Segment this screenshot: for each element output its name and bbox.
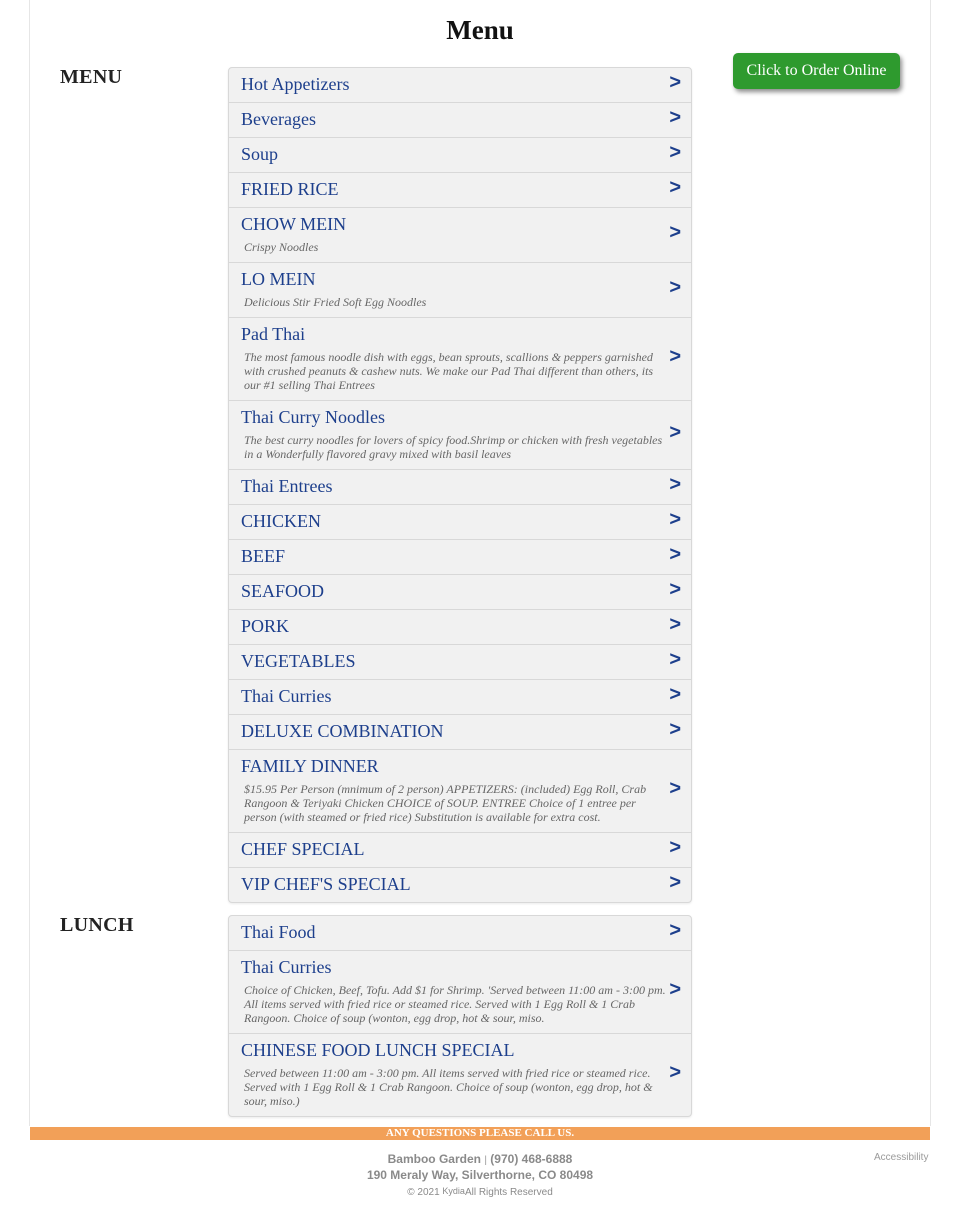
chevron-right-icon: >	[669, 777, 681, 800]
category-description: The most famous noodle dish with eggs, bean sprouts, scallions & peppers garnished with crushed peanuts & cashew nuts. We make our Pad Thai different than others, its our #1 selling Thai Entrees	[244, 350, 654, 392]
chevron-right-icon: >	[669, 141, 681, 164]
rights-text: All Rights Reserved	[464, 1187, 553, 1198]
chevron-right-icon: >	[669, 836, 681, 859]
category-item-menu-beef[interactable]	[229, 540, 691, 575]
chevron-right-icon: >	[669, 683, 681, 706]
category-item-menu-lo-mein[interactable]	[229, 263, 691, 318]
chevron-right-icon: >	[669, 345, 681, 368]
chevron-right-icon: >	[669, 978, 681, 1001]
category-name: Thai Curry Noodles	[241, 407, 385, 427]
category-name: Beverages	[241, 109, 316, 129]
chevron-right-icon: >	[669, 421, 681, 444]
category-name: Soup	[241, 144, 279, 164]
category-description: Served between 11:00 am - 3:00 pm. All items served with fried rice or steamed rice. Served with 1 Egg Roll & 1 Crab Rangoon. Choice of soup (wonton, egg drop, hot & sour, miso.)	[244, 1066, 653, 1108]
category-name: FRIED RICE	[241, 179, 339, 199]
category-name: CHINESE FOOD LUNCH SPECIAL	[241, 1040, 515, 1060]
chevron-right-icon: >	[669, 71, 681, 94]
address: 190 Meraly Way, Silverthorne, CO 80498	[366, 1168, 594, 1182]
chevron-right-icon: >	[669, 578, 681, 601]
category-description: The best curry noodles for lovers of spicy food.Shrimp or chicken with fresh vegetables in a Wonderfully flavored gravy mixed with basil leaves	[244, 433, 663, 461]
page-title: Menu	[446, 15, 514, 45]
category-item-menu-chow-mein[interactable]	[229, 208, 691, 263]
chevron-right-icon: >	[669, 1061, 681, 1084]
chevron-right-icon: >	[669, 508, 681, 531]
category-name: PORK	[241, 616, 290, 636]
chevron-right-icon: >	[669, 276, 681, 299]
category-name: Thai Food	[241, 922, 316, 942]
category-name: FAMILY DINNER	[241, 756, 379, 776]
category-description: Choice of Chicken, Beef, Tofu. Add $1 for Shrimp. 'Served between 11:00 am - 3:00 pm. All items served with fried rice or steamed rice. Served with 1 Egg Roll & 1 Crab Rangoon. Choice of soup (wonton, egg drop, hot & sour, miso.	[244, 983, 666, 1025]
restaurant-name: Bamboo Garden	[387, 1152, 481, 1166]
category-name: SEAFOOD	[241, 581, 325, 601]
accessibility-link[interactable]: Accessibility	[874, 1152, 929, 1163]
category-name: Thai Curries	[241, 686, 332, 706]
category-item-menu-pork[interactable]	[229, 610, 691, 645]
category-item-menu-pad-thai[interactable]	[229, 318, 691, 401]
chevron-right-icon: >	[669, 871, 681, 894]
category-item-lunch-thai-food[interactable]	[229, 916, 691, 951]
chevron-right-icon: >	[669, 543, 681, 566]
category-item-lunch-chinese-food-lunch-special[interactable]	[229, 1034, 691, 1116]
category-name: CHEF SPECIAL	[241, 839, 365, 859]
kydia-link[interactable]: Kydia	[442, 1186, 465, 1196]
section-label-menu: MENU	[60, 66, 123, 88]
category-name: Thai Curries	[241, 957, 332, 977]
category-item-menu-chef-special[interactable]	[229, 833, 691, 868]
category-item-menu-soup[interactable]	[229, 138, 691, 173]
category-name: BEEF	[241, 546, 286, 566]
category-name: Pad Thai	[241, 324, 306, 344]
category-item-menu-family-dinner[interactable]	[229, 750, 691, 833]
chevron-right-icon: >	[669, 473, 681, 496]
category-item-menu-vip-chef-s-special[interactable]	[229, 868, 691, 902]
chevron-right-icon: >	[669, 221, 681, 244]
chevron-right-icon: >	[669, 106, 681, 129]
section-label-lunch: LUNCH	[60, 914, 134, 936]
chevron-right-icon: >	[669, 648, 681, 671]
category-item-menu-thai-curry-noodles[interactable]	[229, 401, 691, 470]
category-name: Hot Appetizers	[241, 74, 350, 94]
phone-link[interactable]: (970) 468-6888	[490, 1152, 573, 1166]
chevron-right-icon: >	[669, 176, 681, 199]
chevron-right-icon: >	[669, 919, 681, 942]
chevron-right-icon: >	[669, 613, 681, 636]
category-description: Delicious Stir Fried Soft Egg Noodles	[244, 295, 427, 309]
category-name: CHICKEN	[241, 511, 321, 531]
category-name: LO MEIN	[241, 269, 316, 289]
category-description: Crispy Noodles	[244, 240, 319, 254]
category-item-lunch-thai-curries[interactable]	[229, 951, 691, 1034]
category-item-menu-vegetables[interactable]	[229, 645, 691, 680]
footer-separator: |	[484, 1155, 487, 1166]
category-name: VEGETABLES	[241, 651, 356, 671]
category-name: VIP CHEF'S SPECIAL	[241, 874, 411, 894]
category-item-menu-chicken[interactable]	[229, 505, 691, 540]
category-item-menu-deluxe-combination[interactable]	[229, 715, 691, 750]
category-name: Thai Entrees	[241, 476, 333, 496]
category-item-menu-beverages[interactable]	[229, 103, 691, 138]
category-name: CHOW MEIN	[241, 214, 347, 234]
footer	[0, 1152, 960, 1200]
lunch-category-list	[228, 915, 692, 1117]
category-item-menu-thai-curries[interactable]	[229, 680, 691, 715]
category-description: $15.95 Per Person (mnimum of 2 person) APPETIZERS: (included) Egg Roll, Crab Rangoon & Teriyaki Chicken CHOICE of SOUP. ENTREE Choice of 1 entree per person (with steamed or fried rice) Substitution is available for extra cost.	[244, 782, 647, 824]
chevron-right-icon: >	[669, 718, 681, 741]
category-name: DELUXE COMBINATION	[241, 721, 444, 741]
category-item-menu-thai-entrees[interactable]	[229, 470, 691, 505]
category-item-menu-fried-rice[interactable]	[229, 173, 691, 208]
menu-category-list	[228, 67, 692, 903]
category-item-menu-hot-appetizers[interactable]	[229, 68, 691, 103]
category-item-menu-seafood[interactable]	[229, 575, 691, 610]
copyright: © 2021	[407, 1187, 440, 1198]
order-online-button[interactable]: Click to Order Online	[733, 53, 900, 89]
questions-banner: ANY QUESTIONS PLEASE CALL US.	[30, 1127, 930, 1140]
